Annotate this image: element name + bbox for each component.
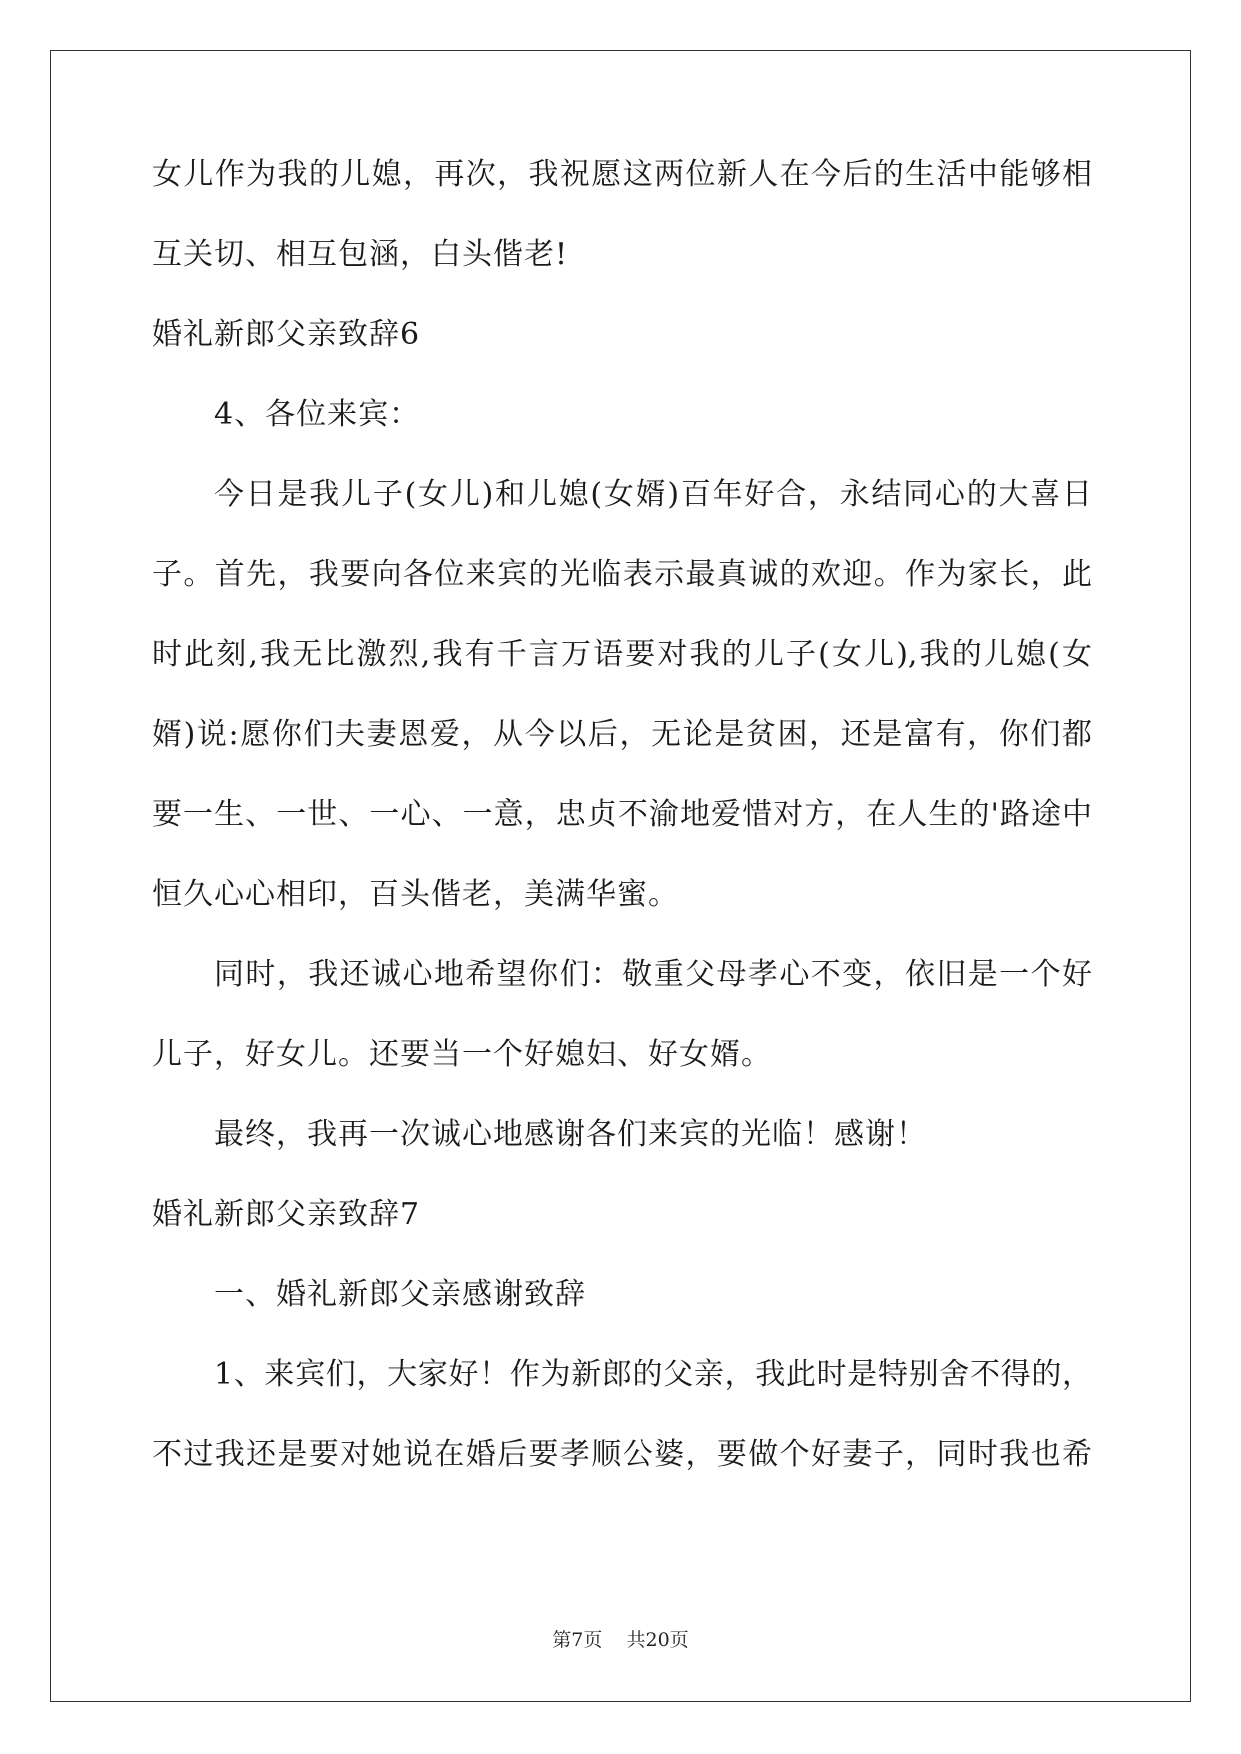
section-heading: 婚礼新郎父亲致辞7 (152, 1197, 421, 1232)
paragraph-line: 时此刻,我无比激烈,我有千言万语要对我的儿子(女儿),我的儿媳(女 (152, 637, 1092, 672)
paragraph-line: 子。首先，我要向各位来宾的光临表示最真诚的欢迎。作为家长，此 (152, 557, 1092, 592)
paragraph-line: 儿子，好女儿。还要当一个好媳妇、好女婿。 (152, 1037, 772, 1072)
paragraph-line: 婿)说:愿你们夫妻恩爱，从今以后，无论是贫困，还是富有，你们都 (152, 717, 1092, 752)
paragraph-line: 1、来宾们，大家好！作为新郎的父亲，我此时是特别舍不得的， (214, 1357, 1092, 1392)
paragraph-line: 要一生、一世、一心、一意，忠贞不渝地爱惜对方，在人生的'路途中 (152, 797, 1092, 832)
page-number: 第7页 (552, 1629, 603, 1651)
section-heading: 婚礼新郎父亲致辞6 (152, 317, 421, 352)
paragraph-line: 最终，我再一次诚心地感谢各们来宾的光临！感谢！ (214, 1117, 927, 1152)
paragraph-line: 互关切、相互包涵，白头偕老! (152, 237, 569, 272)
page-total: 共20页 (626, 1629, 689, 1651)
paragraph-line: 不过我还是要对她说在婚后要孝顺公婆，要做个好妻子，同时我也希 (152, 1437, 1092, 1472)
paragraph-line: 同时，我还诚心地希望你们：敬重父母孝心不变，依旧是一个好 (214, 957, 1092, 992)
paragraph-line: 今日是我儿子(女儿)和儿媳(女婿)百年好合，永结同心的大喜日 (214, 477, 1092, 512)
paragraph-line: 4、各位来宾： (214, 397, 421, 432)
page-footer (0, 1628, 1241, 1652)
paragraph-line: 一、婚礼新郎父亲感谢致辞 (214, 1277, 586, 1312)
paragraph-line: 恒久心心相印，百头偕老，美满华蜜。 (152, 877, 679, 912)
paragraph-line: 女儿作为我的儿媳，再次，我祝愿这两位新人在今后的生活中能够相 (152, 157, 1092, 192)
